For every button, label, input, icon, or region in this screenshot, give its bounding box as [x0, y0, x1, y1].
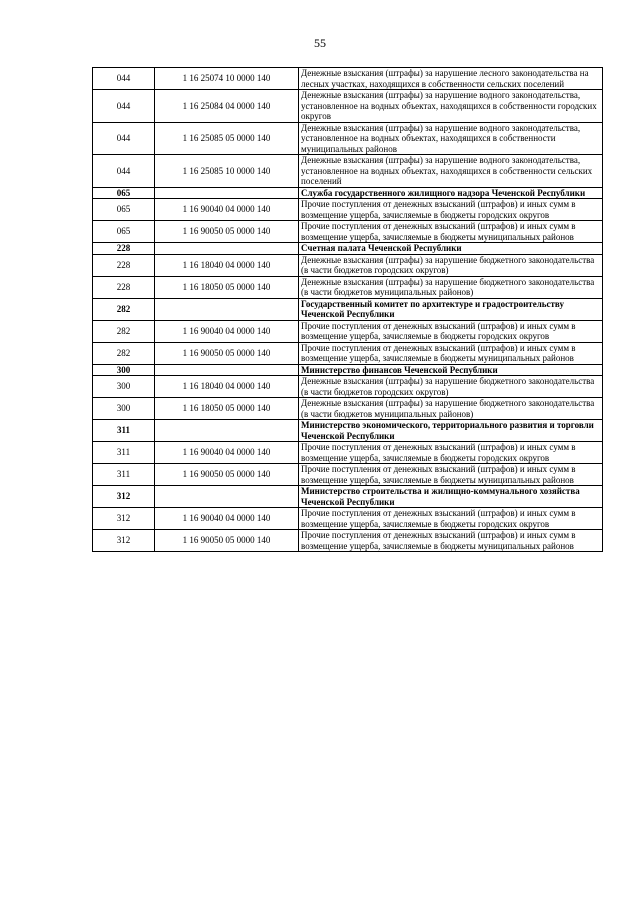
revenue-name-cell: Министерство экономического, территориального развития и торговли Чеченской Республики	[299, 420, 603, 442]
administrator-code-cell: 044	[93, 122, 155, 155]
administrator-header-row	[93, 187, 603, 199]
revenue-code-cell: 1 16 18040 04 0000 140	[155, 254, 299, 276]
administrator-code-cell: 065	[93, 221, 155, 243]
administrator-code-cell: 312	[93, 530, 155, 552]
revenue-code-cell	[155, 298, 299, 320]
administrator-code-cell: 311	[93, 464, 155, 486]
revenue-name-cell: Денежные взыскания (штрафы) за нарушение лесного законодательства на лесных участках, находящихся в собственности сельских поселений	[299, 68, 603, 90]
revenue-name-cell: Прочие поступления от денежных взысканий (штрафов) и иных сумм в возмещение ущерба, зачисляемые в бюджеты муниципальных районов	[299, 464, 603, 486]
revenue-name-cell: Прочие поступления от денежных взысканий (штрафов) и иных сумм в возмещение ущерба, зачисляемые в бюджеты городских округов	[299, 508, 603, 530]
administrator-header-row	[93, 364, 603, 376]
revenue-code-cell	[155, 420, 299, 442]
revenue-code-cell: 1 16 90050 05 0000 140	[155, 464, 299, 486]
administrator-code-cell: 312	[93, 508, 155, 530]
administrator-code-cell: 300	[93, 376, 155, 398]
administrator-code-cell: 044	[93, 68, 155, 90]
administrator-code-cell: 065	[93, 187, 155, 199]
administrator-header-row	[93, 420, 603, 442]
revenue-name-cell: Денежные взыскания (штрафы) за нарушение водного законодательства, установленное на водных объектах, находящихся в собственности сельских поселений	[299, 155, 603, 188]
revenue-name-cell: Прочие поступления от денежных взысканий (штрафов) и иных сумм в возмещение ущерба, зачисляемые в бюджеты муниципальных районов	[299, 342, 603, 364]
table-row	[93, 122, 603, 155]
revenue-code-cell: 1 16 90050 05 0000 140	[155, 530, 299, 552]
administrator-header-row	[93, 243, 603, 255]
revenue-code-cell: 1 16 90040 04 0000 140	[155, 320, 299, 342]
table-row	[93, 464, 603, 486]
administrator-code-cell: 300	[93, 364, 155, 376]
table-row	[93, 276, 603, 298]
table-row	[93, 155, 603, 188]
revenue-name-cell: Денежные взыскания (штрафы) за нарушение бюджетного законодательства (в части бюджетов муниципальных районов)	[299, 276, 603, 298]
revenue-code-cell: 1 16 90040 04 0000 140	[155, 442, 299, 464]
table-row	[93, 398, 603, 420]
revenue-name-cell: Денежные взыскания (штрафы) за нарушение бюджетного законодательства (в части бюджетов муниципальных районов)	[299, 398, 603, 420]
revenue-name-cell: Денежные взыскания (штрафы) за нарушение бюджетного законодательства (в части бюджетов городских округов)	[299, 376, 603, 398]
revenue-name-cell: Прочие поступления от денежных взысканий (штрафов) и иных сумм в возмещение ущерба, зачисляемые в бюджеты городских округов	[299, 442, 603, 464]
administrator-code-cell: 311	[93, 442, 155, 464]
revenue-name-cell: Счетная палата Чеченской Республики	[299, 243, 603, 255]
revenue-code-cell: 1 16 90050 05 0000 140	[155, 342, 299, 364]
administrator-code-cell: 312	[93, 486, 155, 508]
revenue-name-cell: Прочие поступления от денежных взысканий (штрафов) и иных сумм в возмещение ущерба, зачисляемые в бюджеты городских округов	[299, 199, 603, 221]
revenue-code-cell: 1 16 90050 05 0000 140	[155, 221, 299, 243]
administrator-code-cell: 065	[93, 199, 155, 221]
revenue-code-cell	[155, 364, 299, 376]
revenue-code-cell: 1 16 18040 04 0000 140	[155, 376, 299, 398]
table-row	[93, 530, 603, 552]
revenue-code-cell: 1 16 18050 05 0000 140	[155, 398, 299, 420]
administrator-code-cell: 044	[93, 90, 155, 123]
page-number: 55	[314, 36, 326, 50]
revenue-code-cell: 1 16 18050 05 0000 140	[155, 276, 299, 298]
revenue-code-cell: 1 16 25085 10 0000 140	[155, 155, 299, 188]
administrator-code-cell: 282	[93, 342, 155, 364]
revenue-name-cell: Прочие поступления от денежных взысканий (штрафов) и иных сумм в возмещение ущерба, зачисляемые в бюджеты муниципальных районов	[299, 221, 603, 243]
revenue-code-cell: 1 16 25084 04 0000 140	[155, 90, 299, 123]
administrator-code-cell: 228	[93, 254, 155, 276]
revenue-name-cell: Министерство финансов Чеченской Республики	[299, 364, 603, 376]
revenue-code-cell	[155, 243, 299, 255]
administrator-code-cell: 228	[93, 243, 155, 255]
administrator-code-cell: 300	[93, 398, 155, 420]
revenue-code-cell: 1 16 90040 04 0000 140	[155, 508, 299, 530]
table-row	[93, 221, 603, 243]
revenue-code-cell: 1 16 25074 10 0000 140	[155, 68, 299, 90]
revenue-name-cell: Денежные взыскания (штрафы) за нарушение водного законодательства, установленное на водных объектах, находящихся в собственности муниципальных районов	[299, 122, 603, 155]
table-row	[93, 68, 603, 90]
revenue-codes-table	[92, 67, 603, 552]
revenue-name-cell: Прочие поступления от денежных взысканий (штрафов) и иных сумм в возмещение ущерба, зачисляемые в бюджеты муниципальных районов	[299, 530, 603, 552]
table-row	[93, 254, 603, 276]
revenue-code-cell	[155, 486, 299, 508]
table-row	[93, 376, 603, 398]
revenue-name-cell: Прочие поступления от денежных взысканий (штрафов) и иных сумм в возмещение ущерба, зачисляемые в бюджеты городских округов	[299, 320, 603, 342]
table-row	[93, 442, 603, 464]
administrator-code-cell: 311	[93, 420, 155, 442]
table-row	[93, 342, 603, 364]
administrator-header-row	[93, 298, 603, 320]
revenue-code-cell	[155, 187, 299, 199]
revenue-name-cell: Государственный комитет по архитектуре и градостроительству Чеченской Республики	[299, 298, 603, 320]
administrator-header-row	[93, 486, 603, 508]
administrator-code-cell: 282	[93, 298, 155, 320]
table-row	[93, 508, 603, 530]
table-row	[93, 90, 603, 123]
administrator-code-cell: 228	[93, 276, 155, 298]
revenue-name-cell: Министерство строительства и жилищно-коммунального хозяйства Чеченской Республики	[299, 486, 603, 508]
revenue-name-cell: Денежные взыскания (штрафы) за нарушение водного законодательства, установленное на водных объектах, находящихся в собственности городских округов	[299, 90, 603, 123]
revenue-code-cell: 1 16 90040 04 0000 140	[155, 199, 299, 221]
revenue-code-cell: 1 16 25085 05 0000 140	[155, 122, 299, 155]
administrator-code-cell: 282	[93, 320, 155, 342]
revenue-name-cell: Денежные взыскания (штрафы) за нарушение бюджетного законодательства (в части бюджетов городских округов)	[299, 254, 603, 276]
administrator-code-cell: 044	[93, 155, 155, 188]
table-row	[93, 199, 603, 221]
revenue-name-cell: Служба государственного жилищного надзора Чеченской Республики	[299, 187, 603, 199]
table-row	[93, 320, 603, 342]
table-body	[93, 68, 603, 552]
